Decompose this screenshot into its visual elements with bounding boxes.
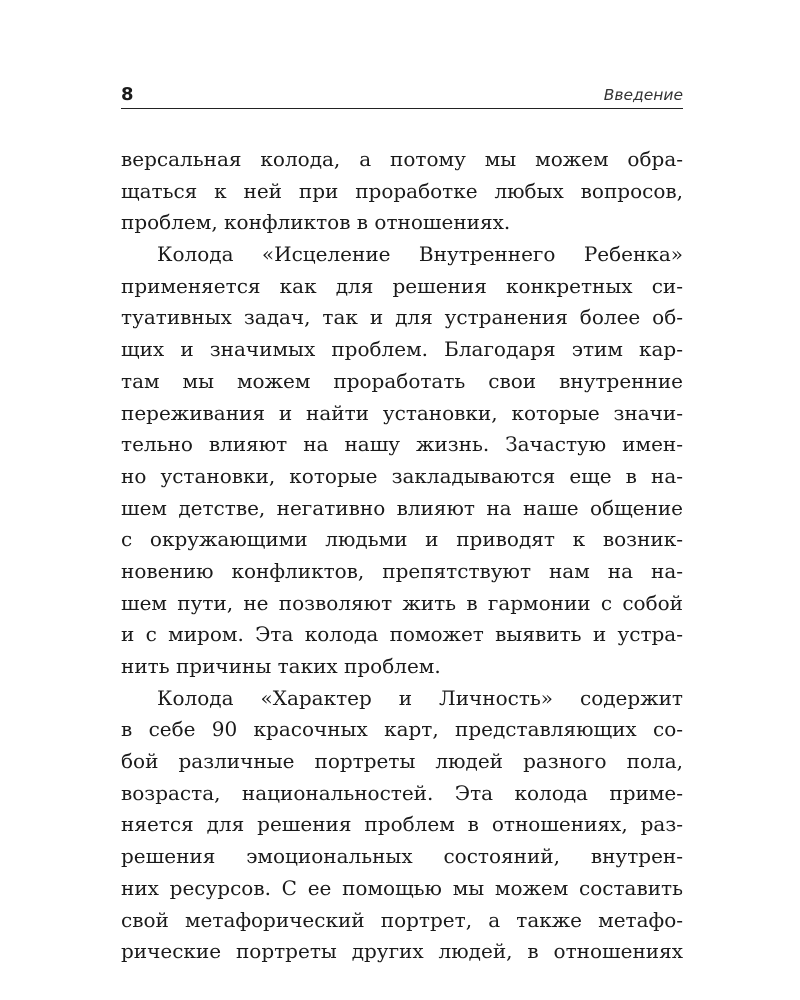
text-line: переживания и найти установки, которые значи-: [121, 400, 683, 425]
text-line: но установки, которые закладываются еще в на-: [121, 463, 683, 488]
text-line: тельно влияют на нашу жизнь. Зачастую имен-: [121, 432, 683, 457]
text-line: свой метафорический портрет, а также метафо-: [121, 907, 683, 932]
text-line: там мы можем проработать свои внутренние: [121, 368, 683, 393]
text-line: щих и значимых проблем. Благодаря этим кар-: [121, 337, 683, 362]
text-line: шем детстве, негативно влияют на наше общение: [121, 495, 683, 520]
text-line: Колода «Характер и Личность» содержит: [157, 685, 683, 710]
section-title: Введение: [603, 86, 683, 104]
body-text: [121, 144, 683, 968]
text-line: в себе 90 красочных карт, представляющих со-: [121, 717, 683, 742]
text-line: няется для решения проблем в отношениях, раз-: [121, 812, 683, 837]
page-number: 8: [121, 84, 134, 105]
running-header: [121, 86, 683, 109]
text-line: туативных задач, так и для устранения более об-: [121, 305, 683, 330]
text-line: решения эмоциональных состояний, внутрен-: [121, 844, 683, 869]
text-line: Колода «Исцеление Внутреннего Ребенка»: [157, 242, 683, 267]
text-line: возраста, национальностей. Эта колода приме-: [121, 780, 683, 805]
text-line: новению конфликтов, препятствуют нам на на-: [121, 558, 683, 583]
text-line: них ресурсов. С ее помощью мы можем составить: [121, 875, 683, 900]
text-line: нить причины таких проблем.: [121, 654, 441, 678]
text-line: бой различные портреты людей разного пола,: [121, 749, 683, 774]
text-line: применяется как для решения конкретных си-: [121, 273, 683, 298]
text-line: щаться к ней при проработке любых вопросов,: [121, 178, 683, 203]
text-line: с окружающими людьми и приводят к возник-: [121, 527, 683, 552]
text-line: шем пути, не позволяют жить в гармонии с собой: [121, 590, 683, 615]
text-line: рические портреты других людей, в отношениях: [121, 939, 683, 964]
text-line: и с миром. Эта колода поможет выявить и устра-: [121, 622, 683, 647]
text-line: версальная колода, а потому мы можем обра-: [121, 147, 683, 171]
text-line: проблем, конфликтов в отношениях.: [121, 210, 511, 235]
